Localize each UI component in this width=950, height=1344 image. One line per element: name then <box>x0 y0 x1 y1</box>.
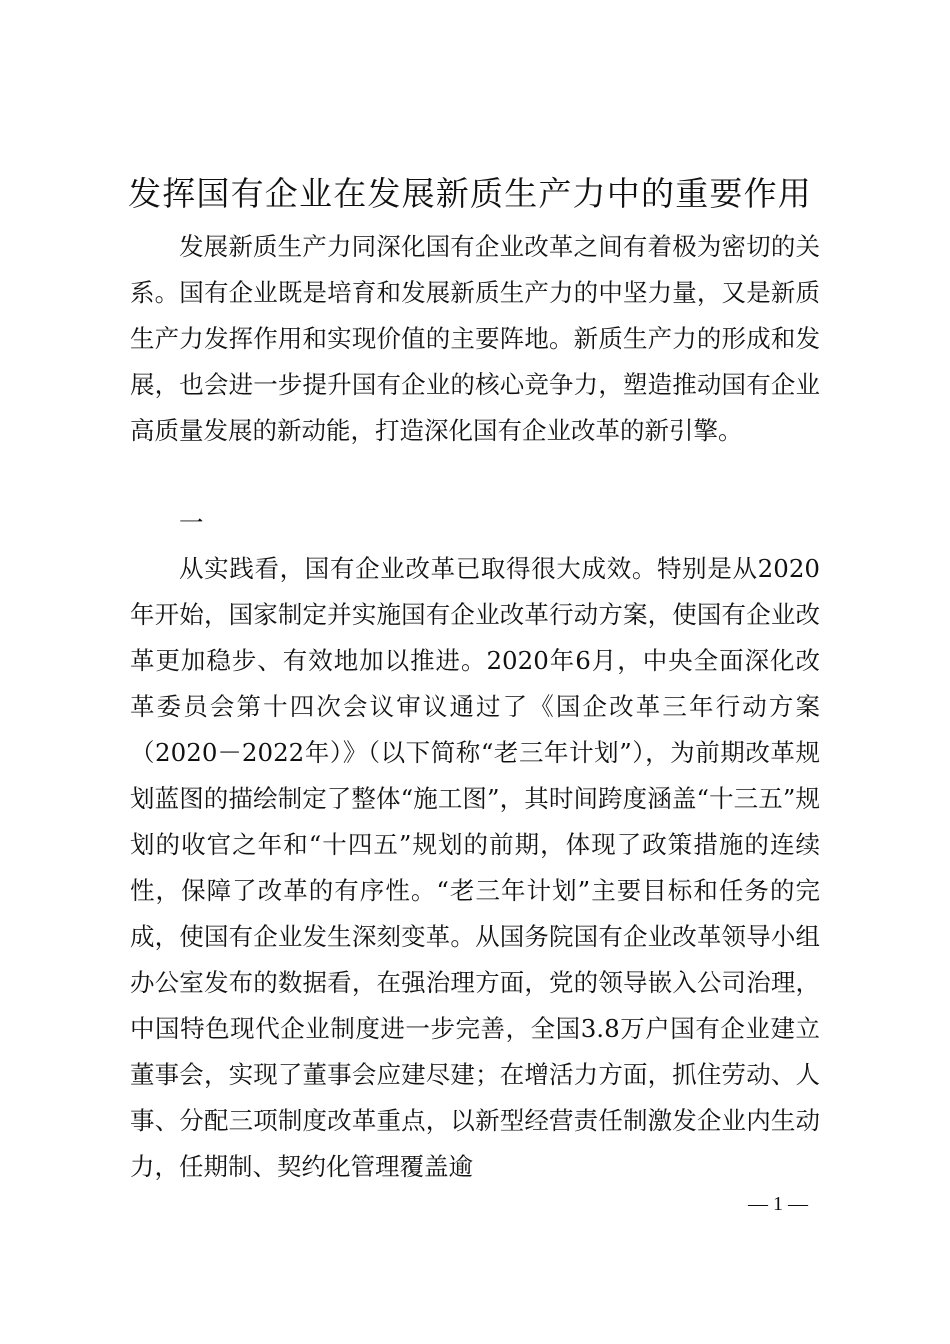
document-title: 发挥国有企业在发展新质生产力中的重要作用 <box>128 174 812 213</box>
body-paragraph: 从实践看，国有企业改革已取得很大成效。特别是从2020年开始，国家制定并实施国有企业改革行动方案，使国有企业改革更加稳步、有效地加以推进。2020年6月，中央全面深化改革委员会第十四次会议审议通过了《国企改革三年行动方案（2020－2022年）》（以下简称“老三年计划”），为前期改革规划蓝图的描绘制定了整体“施工图”，其时间跨度涵盖“十三五”规划的收官之年和“十四五”规划的前期，体现了政策措施的连续性，保障了改革的有序性。“老三年计划”主要目标和任务的完成，使国有企业发生深刻变革。从国务院国有企业改革领导小组办公室发布的数据看，在强治理方面，党的领导嵌入公司治理，中国特色现代企业制度进一步完善，全国3.8万户国有企业建立董事会，实现了董事会应建尽建；在增活力方面，抓住劳动、人事、分配三项制度改革重点，以新型经营责任制激发企业内生动力，任期制、契约化管理覆盖逾 <box>130 554 820 1181</box>
page-number: — 1 — <box>748 1193 808 1215</box>
intro-paragraph: 发展新质生产力同深化国有企业改革之间有着极为密切的关系。国有企业既是培育和发展新质生产力的中坚力量，又是新质生产力发挥作用和实现价值的主要阵地。新质生产力的形成和发展，也会进一步提升国有企业的核心竞争力，塑造推动国有企业高质量发展的新动能，打造深化国有企业改革的新引擎。 <box>130 232 820 445</box>
section-number: 一 <box>179 508 204 537</box>
